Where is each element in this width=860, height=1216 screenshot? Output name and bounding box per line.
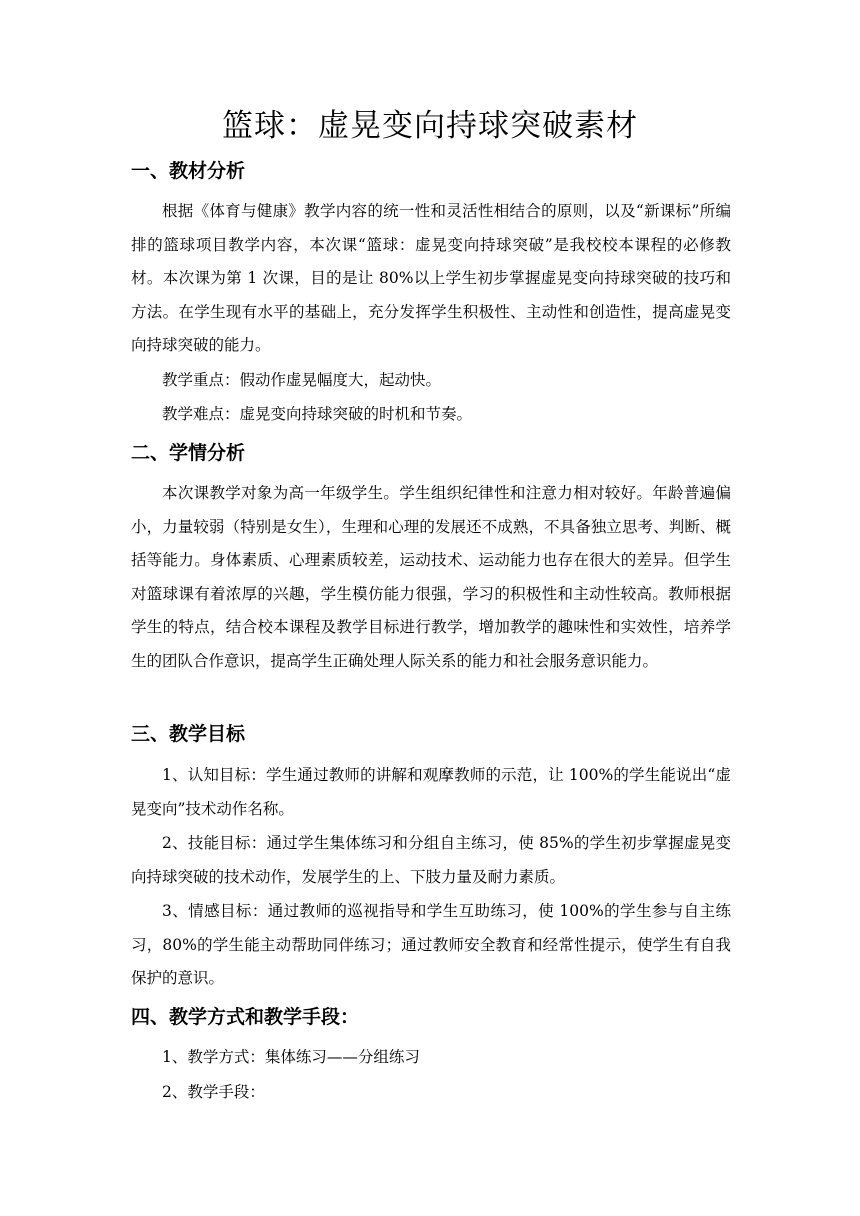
section-heading-student-analysis: 二、学情分析 <box>131 442 246 464</box>
paragraph-student-analysis: 本次课教学对象为高一年级学生。学生组织纪律性和注意力相对较好。年龄普遍偏小，力量较弱（特别是女生），生理和心理的发展还不成熟，不具备独立思考、判断、概括等能力。身体素质、心理素质较差，运动技术、运动能力也存在很大的差异。但学生对篮球课有着浓厚的兴趣，学生模仿能力很强，学习的积极性和主动性较高。教师根据学生的特点，结合校本课程及教学目标进行教学，增加教学的趣味性和实效性，培养学生的团队合作意识，提高学生正确处理人际关系的能力和社会服务意识能力。 <box>131 484 731 670</box>
section-heading-teaching-objectives: 三、教学目标 <box>131 723 246 745</box>
document-title: 篮球：虚晃变向持球突破素材 <box>222 108 638 144</box>
paragraph-teaching-focus: 教学重点：假动作虚晃幅度大，起动快。 <box>162 371 442 389</box>
paragraph-emotional-objective: 3、情感目标：通过教师的巡视指导和学生互助练习，使 100%的学生参与自主练习，80%的学生能主动帮助同伴练习；通过教师安全教育和经常性提示，使学生有自我保护的意识。 <box>131 902 731 988</box>
paragraph-cognitive-objective: 1、认知目标：学生通过教师的讲解和观摩教师的示范，让 100%的学生能说出“虚晃变向”技术动作名称。 <box>131 766 731 818</box>
paragraph-skill-objective: 2、技能目标：通过学生集体练习和分组自主练习，使 85%的学生初步掌握虚晃变向持球突破的技术动作，发展学生的上、下肢力量及耐力素质。 <box>131 834 731 886</box>
section-heading-textbook-analysis: 一、教材分析 <box>131 160 246 182</box>
paragraph-teaching-method: 1、教学方式：集体练习——分组练习 <box>162 1048 420 1066</box>
paragraph-teaching-means: 2、教学手段： <box>162 1083 265 1101</box>
paragraph-teaching-difficulty: 教学难点：虚晃变向持球突破的时机和节奏。 <box>162 405 473 423</box>
section-heading-teaching-methods: 四、教学方式和教学手段： <box>131 1006 360 1028</box>
paragraph-textbook-analysis: 根据《体育与健康》教学内容的统一性和灵活性相结合的原则，以及“新课标”所编排的篮球项目教学内容，本次课“篮球：虚晃变向持球突破”是我校校本课程的必修教材。本次课为第 1 次课，目的是让 80%以上学生初步掌握虚晃变向持球突破的技巧和方法。在学生现有水平的基础上，充分发挥学生积极性、主动性和创造性，提高虚晃变向持球突破的能力。 <box>131 202 731 355</box>
